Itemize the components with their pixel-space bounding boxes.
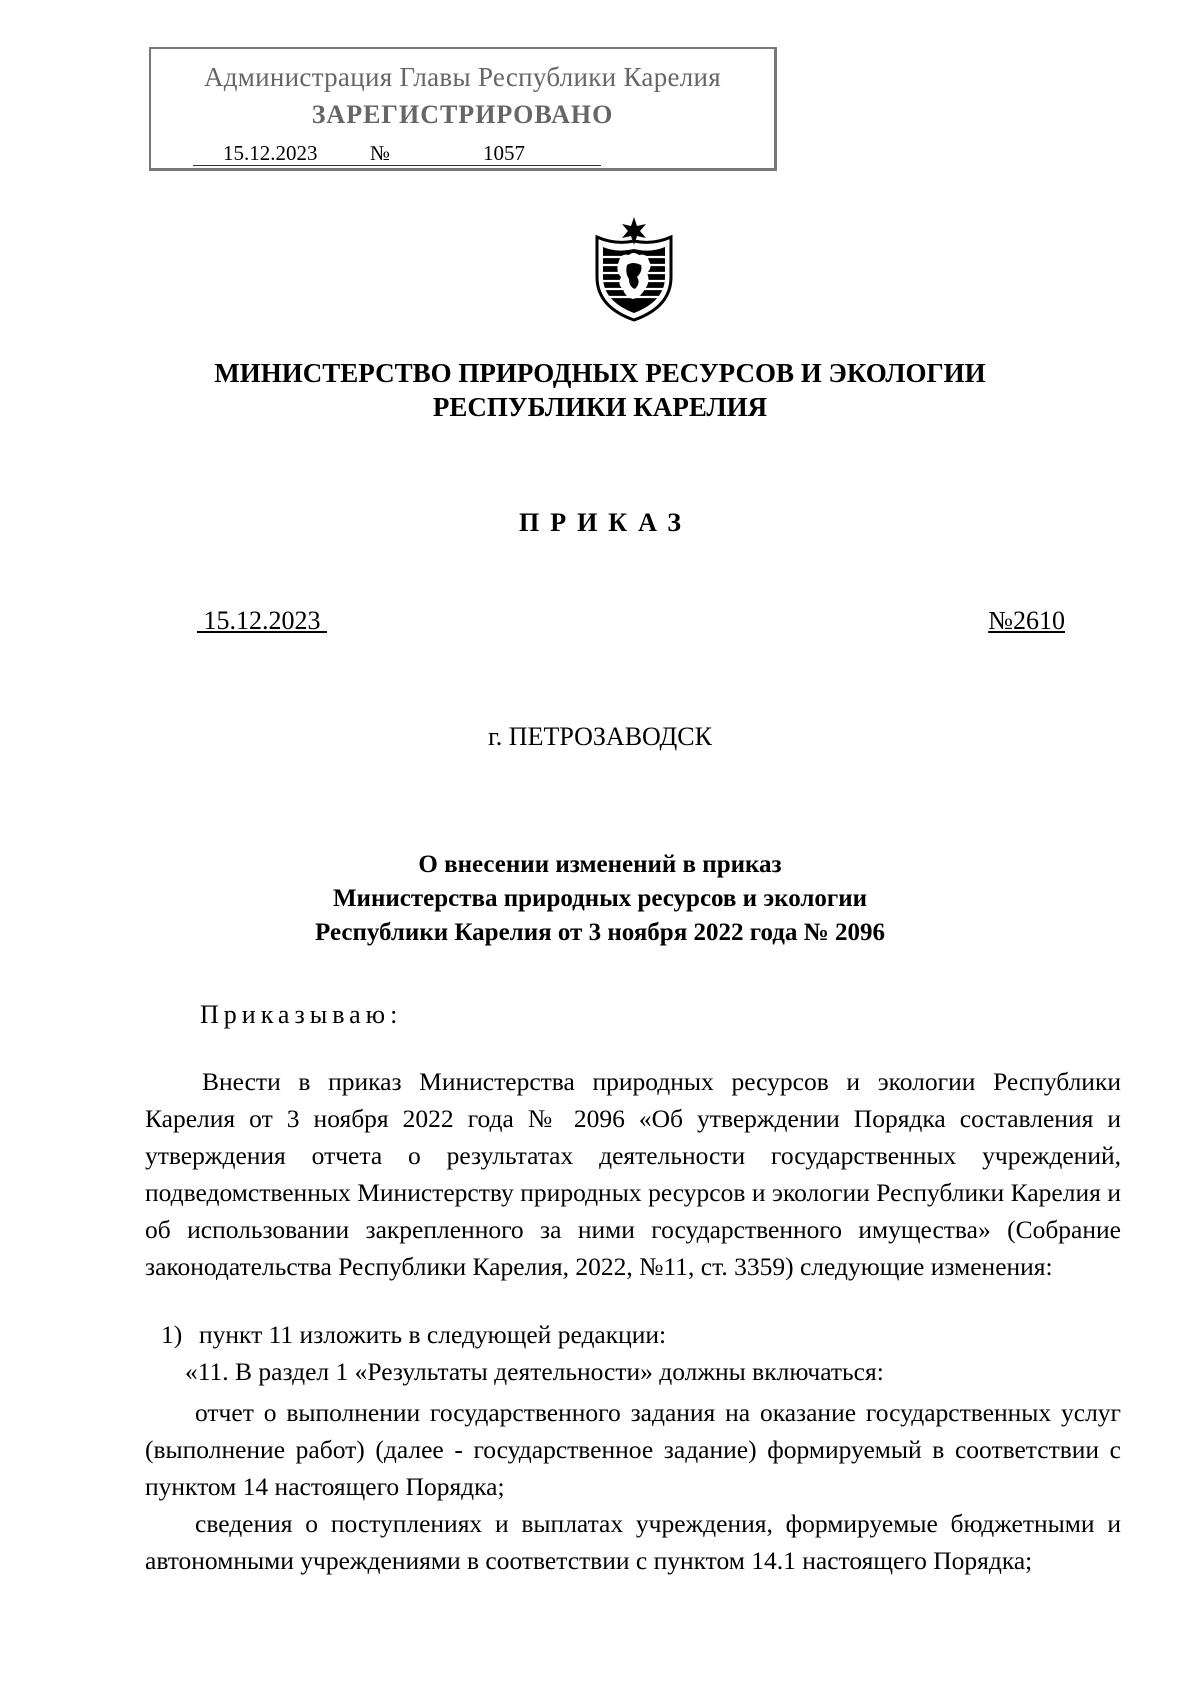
order-date: 15.12.2023 (197, 606, 327, 635)
subject-line-3: Республики Карелия от 3 ноября 2022 года № 2096 (315, 919, 885, 946)
subject-line-1: О внесении изменений в приказ (418, 851, 782, 878)
ministry-name (0, 356, 1200, 424)
stamp-title: Администрация Главы Республики Карелия (203, 62, 722, 92)
subject-line-2: Министерства природных ресурсов и экологии (332, 885, 868, 912)
ministry-name-line-2: РЕСПУБЛИКИ КАРЕЛИЯ (432, 392, 768, 422)
stamp-registered: ЗАРЕГИСТРИРОВАНО (311, 100, 614, 129)
registration-stamp (149, 47, 777, 171)
body-paragraph-2: отчет о выполнении государственного задания на оказание государственных услуг (выполнение работ) (далее - государственное задание) формируемый в соответствии с пунктом 14 настоящего Порядка; (145, 1398, 1121, 1501)
body-paragraph-3: сведения о поступлениях и выплатах учреждения, формируемые бюджетными и автономными учреждениями в соответствии с пунктом 14.1 настоящего Порядка; (145, 1509, 1121, 1575)
karelia-coat-of-arms-icon (589, 215, 679, 323)
stamp-date: 15.12.2023 (223, 141, 318, 165)
body-paragraph-1: Внести в приказ Министерства природных ресурсов и экологии Республики Карелия от 3 ноября 2022 года № 2096 «Об утверждении Порядка составления и утверждения отчета о результатах деятельности государственных учреждений, подведомственных Министерству природных ресурсов и экологии Республики Карелия и об использовании закрепленного за ними государственного имущества» (Собрание законодательства Республики Карелия, 2022, №11, ст. 3359) следующие изменения: (145, 1067, 1121, 1281)
stamp-number-sign: № (370, 141, 391, 165)
decree-word: Приказываю: (200, 1000, 403, 1029)
list-item-1-text: пункт 11 изложить в следующей редакции: (199, 1320, 667, 1349)
stamp-number: 1057 (483, 141, 525, 165)
order-number: №2610 (988, 606, 1065, 635)
stamp-registration-line (193, 141, 601, 166)
document-type: ПРИКАЗ (518, 508, 693, 537)
quoted-clause-heading: «11. В раздел 1 «Результаты деятельности» должны включаться: (185, 1357, 884, 1386)
city: г. ПЕТРОЗАВОДСК (488, 722, 712, 751)
body-paragraph-1-block (145, 1063, 1121, 1285)
list-item-1-number: 1) (161, 1320, 183, 1349)
list-item-1 (161, 1320, 666, 1350)
body-paragraph-3-block (145, 1505, 1121, 1579)
order-subject (0, 848, 1200, 950)
body-paragraph-2-block (145, 1394, 1121, 1505)
ministry-name-line-1: МИНИСТЕРСТВО ПРИРОДНЫХ РЕСУРСОВ И ЭКОЛОГИИ (214, 358, 986, 388)
